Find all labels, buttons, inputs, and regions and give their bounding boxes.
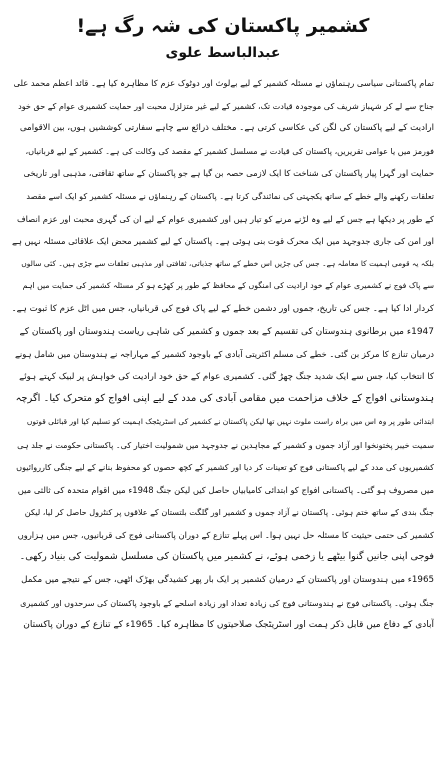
paragraph-line: 1965ء میں ہندوستان اور پاکستان کے درمیان کشمیر پر ایک بار پھر کشیدگی بھڑک اٹھی، جس کے نتیجے میں مکمل bbox=[21, 575, 434, 586]
paragraph-line: تعلقات رکھنے والے خطے کے ساتھ یکجہتی کی نمائندگی کرتا ہے۔ پاکستان کے رہنماؤں نے مسئلہ کشمیر کو ایک اسے مقصد bbox=[26, 190, 434, 201]
article-paragraph bbox=[12, 72, 434, 321]
paragraph-line: کشمیریوں کی مدد کے لیے پاکستانی فوج کو تعینات کر دیا اور کشمیر کے کچھ حصوں کو محفوظ بنانے کے لیے جنگی کارروائیوں bbox=[16, 462, 434, 473]
paragraph-line: ہندوستانی افواج کے خلاف مزاحمت میں مقامی آبادی کی مدد کے لیے اپنی افواج کو متحرک کیا۔ اگرچہ bbox=[15, 393, 434, 405]
paragraph-line: کے طور پر دیکھا ہے جس کے لیے وہ لڑنے مرنے کو تیار ہیں اور کشمیری عوام کے لیے ان کی گہری محبت اور عزم انصاف bbox=[16, 213, 434, 224]
paragraph-line: آبادی کے دفاع میں قابل ذکر ہمت اور اسٹریٹجک صلاحیتوں کا مظاہرہ کیا۔ 1965ء کے تنازع کے دوران پاکستان bbox=[23, 620, 434, 631]
paragraph-line: بلکہ یہ قومی اہمیت کا معاملہ ہے۔ جس کی جڑیں اس خطے کے ساتھ جذباتی، ثقافتی اور مذہبی تعلقات سے جڑی ہیں۔ کئی سالوں bbox=[21, 258, 434, 268]
article-body bbox=[12, 72, 434, 637]
paragraph-line: کشمیر کی حتمی حیثیت کا مسئلہ حل نہیں ہوا۔ اس پہلے تنازع کے دوران پاکستانی فوج کی قربانیوں، جس میں ہزاروں bbox=[17, 529, 434, 540]
paragraph-line: اور امن کی جاری جدوجہد میں ایک محرک قوت بنی ہوئی ہے۔ پاکستان کے لیے کشمیر محض ایک علاقائی مسئلہ نہیں ہے bbox=[12, 236, 434, 247]
article-paragraph bbox=[12, 569, 434, 637]
paragraph-line: سے پاک فوج نے کشمیری عوام کے خود ارادیت کی امنگوں کے محافظ کے طور پر کھڑے ہو کر مسئلہ کشمیر کی حمایت میں اہم bbox=[22, 281, 434, 291]
paragraph-line: جنگ بندی کے ساتھ ختم ہوئی۔ پاکستان نے آزاد جموں و کشمیر اور گلگت بلتستان کے علاقوں پر کنٹرول حاصل کر لیا، لیکن bbox=[24, 507, 434, 518]
paragraph-line: جنگ ہوئی۔ پاکستانی فوج نے ہندوستانی فوج کی زیادہ تعداد اور زیادہ اسلحے کے باوجود پاکستان کی سرحدوں اور کشمیری bbox=[20, 597, 434, 608]
paragraph-line: ارادیت کے لیے پاکستان کی لگن کی عکاسی کرتی ہے۔ مختلف ذرائع سے چاہے سفارتی کوششیں ہوں، بین الاقوامی bbox=[19, 123, 434, 134]
article-title: کشمیر پاکستان کی شہ رگ ہے! bbox=[76, 15, 370, 37]
paragraph-line: کا انتخاب کیا، جس سے ایک شدید جنگ چھڑ گئی۔ کشمیری عوام کے حق خود ارادیت کی خواہش پر لبیک کہتے ہوئے bbox=[19, 371, 434, 382]
paragraph-line: سمیت خیبر پختونخوا اور آزاد جموں و کشمیر کے مجاہدین نے جدوجہد میں شمولیت اختیار کی۔ پاکستانی حکومت نے جلد ہی bbox=[17, 439, 434, 450]
paragraph-line: میں مصروف ہو گئی۔ پاکستانی افواج کو ابتدائی کامیابیاں حاصل کیں لیکن جنگ 1948ء میں اقوام متحدہ کی ثالثی میں bbox=[17, 484, 434, 495]
paragraph-line: فورمز میں یا عوامی تقریریں، پاکستان کی قیادت نے مسلسل کشمیر کے مقصد کی وکالت کی ہے۔ کشمیر کے لیے قربانیاں، bbox=[25, 145, 434, 156]
paragraph-line: ابتدائی طور پر وہ اس میں براہ راست ملوث نہیں تھا لیکن پاکستان نے کشمیر کی اسٹریٹجک اہمیت کو تسلیم کیا اور قبائلی قوتوں bbox=[26, 416, 434, 426]
paragraph-line: حمایت اور گہرا پیار پاکستان کی شناخت کا ایک لازمی حصہ بن گیا ہے جو پاکستان کے ساتھ ثقافتی، مذہبی اور تاریخی bbox=[23, 168, 434, 179]
paragraph-line: جناح سے لے کر شہباز شریف کی موجودہ قیادت تک، کشمیر کے لیے غیر متزلزل محبت اور حمایت کشمیری عوام کے حق خود bbox=[18, 100, 434, 111]
paragraph-line: 1947ء میں برطانوی ہندوستان کی تقسیم کے بعد جموں و کشمیر کی شاہی ریاست ہندوستان اور پاکستان کے bbox=[19, 326, 434, 337]
paragraph-line: تمام پاکستانی سیاسی رہنماؤں نے مسئلہ کشمیر کے لیے بےلوث اور دوٹوک عزم کا مظاہرہ کیا ہے۔ قائد اعظم محمد علی bbox=[13, 78, 434, 88]
article-paragraph bbox=[12, 321, 434, 570]
author-name: عبدالباسط علوی bbox=[165, 45, 281, 61]
paragraph-line: کردار ادا کیا ہے۔ جس کی تاریخ، جموں اور دشمن خطے کے لیے پاک فوج کی قربانیاں، جس میں اٹل عزم کا ثبوت ہے۔ bbox=[12, 303, 434, 314]
paragraph-line: فوجی اپنی جانیں گنوا بیٹھے یا زخمی ہوئے، نے کشمیر میں پاکستان کی مسلسل شمولیت کی بنیاد رکھی۔ bbox=[19, 551, 434, 563]
paragraph-line: درمیان تنازع کا مرکز بن گئی۔ خطے کی مسلم اکثریتی آبادی کے باوجود کشمیر کے مہاراجہ نے ہندوستان میں شامل ہونے bbox=[15, 349, 434, 360]
